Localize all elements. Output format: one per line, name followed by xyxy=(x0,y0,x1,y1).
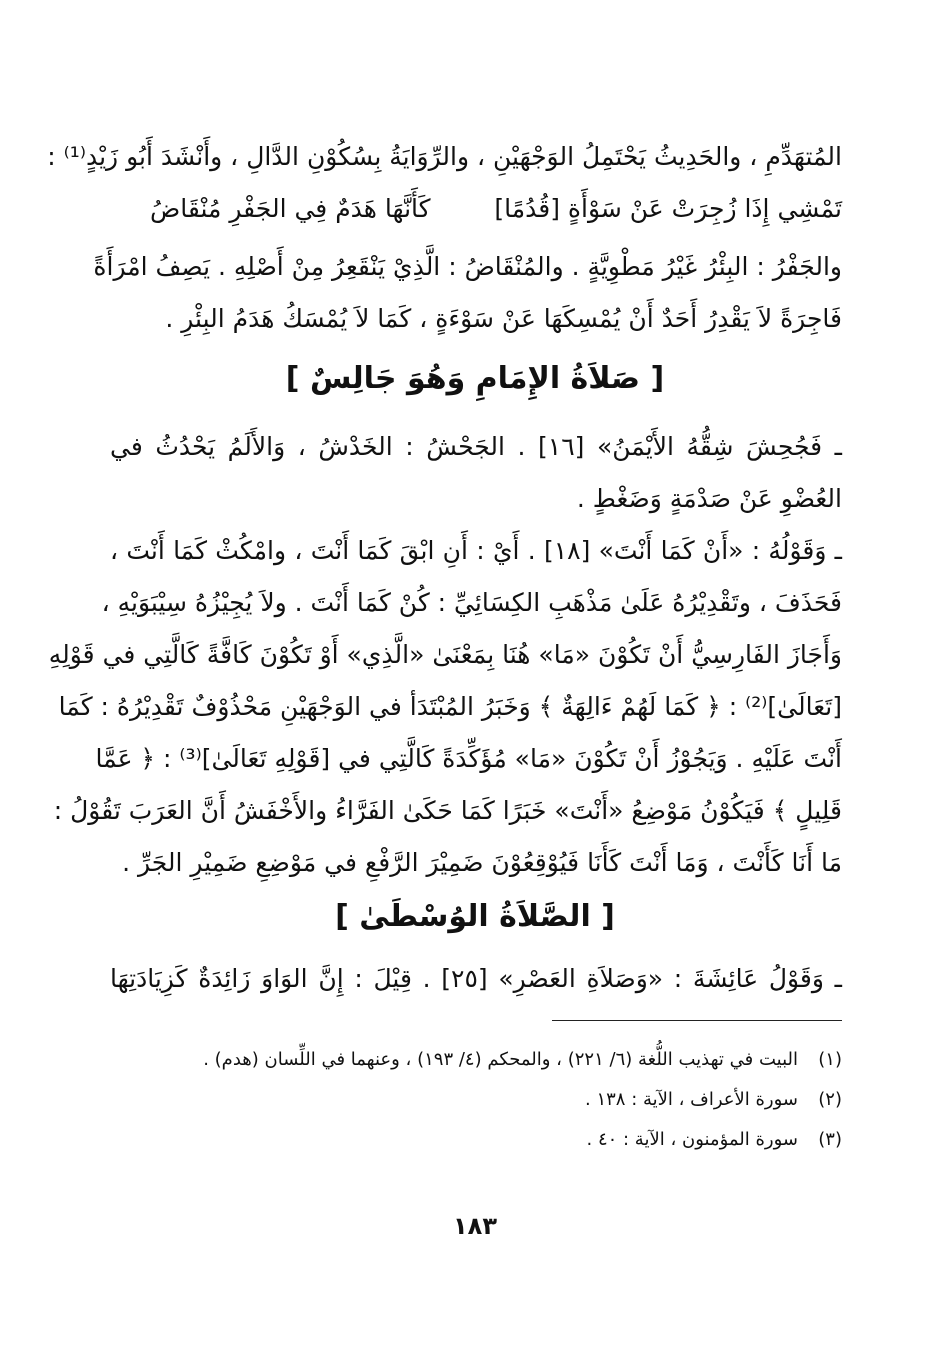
section-heading: [ الصَّلاَةُ الوُسْطَىٰ ] xyxy=(335,899,615,934)
footnote-separator xyxy=(552,1020,842,1021)
verse-hemistich-first: تَمْشِي إِذَا زُجِرَتْ عَنْ سَوْأَةٍ [قُدُمًا] xyxy=(494,194,842,223)
verse-hemistich-second: كَأَنَّهَا هَدَمٌ فِي الجَفْرِ مُنْقَاضُ xyxy=(150,194,431,223)
text-line: قَلِيلٍ ﴾ فَيَكُوْنُ مَوْضِعُ «أَنْتَ» خَبَرًا كَمَا حَكَىٰ الفَرَّاءُ والأَخْفَشُ أَنَّ العَرَبَ تَقُوْلُ : xyxy=(53,796,842,825)
footnote-number: (١) xyxy=(818,1049,842,1070)
text-line: ـ فَجُحِشَ شِقُّهُ الأَيْمَنُ» [١٦] . الجَحْشُ : الخَدْشُ ، وَالأَلَمُ يَحْدُثُ في xyxy=(110,432,842,461)
section-heading: [ صَلاَةُ الإِمَامِ وَهُوَ جَالِسٌ ] xyxy=(285,361,665,396)
text-line: فَاجِرَةً لاَ يَقْدِرُ أَحَدٌ أَنْ يُمْسِكَهَا عَنْ سَوْءَةٍ ، كَمَا لاَ يُمْسَكُ هَدَمُ البِئْرِ . xyxy=(165,304,842,333)
text-line: [تَعَالَىٰ]⁽²⁾ : ﴿ كَمَا لَهُمْ ءَالِهَةٌ ﴾ وَخَبَرُ المُبْتَدَأ في الوَجْهَيْنِ مَحْذُوْفٌ تَقْدِيْرُهُ : كَمَا xyxy=(58,692,842,721)
text-line: ـ وَقَوْلُهُ : «أَنْ كَمَا أَنْتَ» [١٨] . أَيْ : أَنِ ابْقَ كَمَا أَنْتَ ، وامْكُثْ كَمَا أَنْتَ ، xyxy=(110,536,842,565)
poetry-verse xyxy=(110,186,842,232)
text-line: المُتهَدِّمِ ، والحَدِيثُ يَحْتَمِلُ الوَجْهَيْنِ ، والرِّوَايَةُ بِسُكُوْنِ الدَّالِ ، وأَنْشَدَ أَبُو زَيْدٍ⁽¹⁾ : xyxy=(47,142,842,171)
text-line: أَنْتَ عَلَيْهِ . وَيَجُوْزُ أَنْ تَكُوْنَ «مَا» مُؤَكِّدَةً كَالَّتِي في [قَوْلِهِ تَعَالَىٰ]⁽³⁾ : ﴿ عَمَّا xyxy=(95,744,842,773)
text-line: والجَفْرُ : البِئْرُ غَيْرُ مَطْوِيَّةٍ . والمُنْقَاضُ : الَّذِيْ يَنْقَعِرُ مِنْ أَصْلِهِ . يَصِفُ امْرَأَةً xyxy=(93,252,842,281)
footnote-text: سورة الأعراف ، الآية : ١٣٨ . xyxy=(585,1089,798,1110)
text-line: مَا أَنَا كَأَنْتَ ، وَمَا أَنْتَ كَأَنَا فَيُوْقِعُوْنَ ضَمِيْرَ الرَّفْعِ في مَوْضِعِ ضَمِيْرِ الجَرِّ . xyxy=(122,848,842,877)
footnote-text: سورة المؤمنون ، الآية : ٤٠ . xyxy=(586,1129,798,1150)
footnote-number: (٢) xyxy=(818,1089,842,1110)
footnote-number: (٣) xyxy=(818,1129,842,1150)
footnote-text: البيت في تهذيب اللُّغة (٦/ ٢٢١) ، والمحكم (٤/ ١٩٣) ، وعنهما في اللِّسان (هدم) . xyxy=(203,1049,798,1070)
page-number: ١٨٣ xyxy=(453,1212,497,1240)
footnote xyxy=(110,1124,842,1156)
footnote xyxy=(110,1084,842,1116)
text-line: فَحَذَفَ ، وتَقْدِيْرُهُ عَلَىٰ مَذْهَبِ الكِسَائِيِّ : كُنْ كَمَا أَنْتَ . ولاَ يُجِيْزُهُ سِيْبَوَيْهِ ، xyxy=(101,588,842,617)
text-line: وَأَجَازَ الفَارِسِيُّ أَنْ تَكُوْنَ «مَا» هُنَا بِمَعْنَىٰ «الَّذِي» أَوْ تَكُوْنَ كَافَّةً كَالَّتِي في قَوْلِهِ xyxy=(48,640,842,669)
text-line: العُضْوِ عَنْ صَدْمَةٍ وَضَغْطٍ . xyxy=(576,484,842,513)
footnote xyxy=(110,1044,842,1076)
text-line: ـ وَقَوْلُ عَائِشَةَ : «وَصَلاَةِ العَصْرِ» [٢٥] . قِيْلَ : إِنَّ الوَاوَ زَائِدَةٌ كَزِيَادَتِهَا xyxy=(110,964,842,993)
